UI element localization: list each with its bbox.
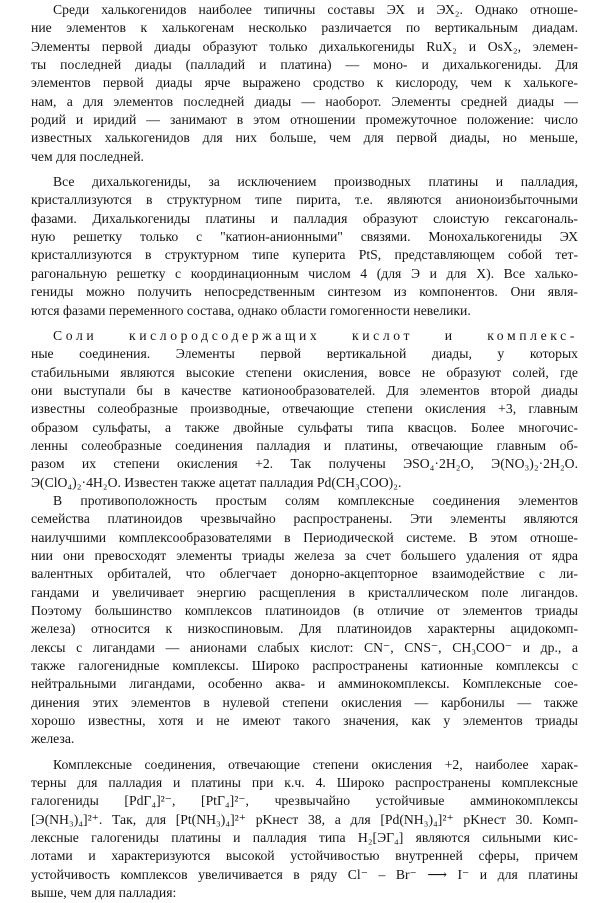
text-line: ные соединения. Элементы первой вертикальной диады, у которых <box>31 346 578 362</box>
text-line: гениды можно получить непосредственным синтезом из компонентов. Они явля- <box>31 284 578 300</box>
text-line: известны солеобразные производные, отвечающие степени окисления +3, главным <box>31 401 578 417</box>
paragraph-oxoacid-salts <box>31 327 578 492</box>
text-line: валентных орбиталей, что облегчает донорно-акцепторное взаимодействие с ли- <box>31 566 578 582</box>
text-line: ются фазами переменного состава, однако области гомогенности невелики. <box>31 302 471 318</box>
text-line: ную решетку только с "катион-анионными" связями. Монохалькогениды ЭХ <box>31 229 578 245</box>
text-line: хорошо известны, хотя и не имеют такого значения, как у элементов триады <box>31 713 578 729</box>
text-line: рагональную решетку с координационным числом 4 (для Э и для Х). Все халько- <box>31 265 578 281</box>
text-line: Комплексные соединения, отвечающие степени окисления +2, наиболее харак- <box>53 756 578 772</box>
text-line: Поэтому большинство комплексов платиноидов (в отличие от элементов триады <box>31 603 578 618</box>
text-line: лексы с лигандами — анионами слабых кислот: CN⁻, CNS⁻, CH₃COO⁻ и др., а <box>31 639 578 655</box>
text-line: также галогенидные комплексы. Широко распространены катионные комплексы с <box>31 658 578 674</box>
text-line: выше, чем для палладия: <box>31 885 177 901</box>
paragraph-chalcogenides-intro <box>31 1 578 166</box>
paragraph-complex-compounds <box>31 492 578 749</box>
text-line: железа) относится к низкоспиновым. Для платиноидов характерны ацидокомп- <box>31 621 578 637</box>
text-line: ние элементов к халькогенам несколько различается по вертикальным диадам. <box>31 20 578 36</box>
text-line: разом их степени окисления +2. Так получены ЭSO₄·2H₂O, Э(NO₃)₂·2H₂O. <box>31 456 578 472</box>
text-line: Все дихалькогениды, за исключением производных платины и палладия, <box>53 174 578 190</box>
text-line: Э(ClO₄)₂·4H₂O. Известен также ацетат палладия Pd(CH₃COO)₂. <box>31 474 402 490</box>
text-line: [Э(NH₃)₄]²⁺. Так, для [Pt(NH₃)₄]²⁺ pKнест 38, а для [Pd(NH₃)₄]²⁺ pKнест 30. Комп- <box>31 811 578 827</box>
text-line: ты последней диады (палладий и платина) — моно- и дихалькогениды. Для <box>31 57 578 73</box>
text-line: устойчивость комплексов увеличивается в ряду Cl⁻ – Br⁻ ⟶ I⁻ и для платины <box>31 866 578 882</box>
text-line: нам, а для элементов последней диады — наоборот. Элементы средней диады — <box>31 93 578 109</box>
paragraph-dichalcogenides-structure <box>31 173 578 320</box>
text-line: галогениды [PdГ₄]²⁻, [PtГ₄]²⁻, чрезвычайно устойчивые амминокомплексы <box>31 793 578 809</box>
text-line: динения этих элементов в нулевой степени окисления — карбонилы — также <box>31 694 578 710</box>
text-line: образом сульфаты, а также двойные сульфаты типа квасцов. Более многочис- <box>31 419 578 435</box>
text-line: гандами и увеличивает энергию расщепления в кристаллическом поле лигандов. <box>31 584 578 600</box>
text-line: В противоположность простым солям комплексные соединения элементов <box>53 492 578 508</box>
text-line: фазами. Дихалькогениды платины и палладия образуют слоистую гексагональ- <box>31 210 578 226</box>
text-line: Среди халькогенидов наиболее типичны составы ЭХ и ЭХ₂. Однако отноше- <box>53 2 578 17</box>
text-line: известных халькогенидов для них больше, чем для первой диады, но меньше, <box>31 130 578 146</box>
text-line: лексные галогениды платины и палладия типа H₂[ЭГ₄] являются сильными кис- <box>31 830 578 846</box>
text-line: ленны солеобразные соединения палладия и платины, отвечающие главным об- <box>31 437 578 453</box>
text-line: они выступали бы в качестве катионообразователей. Для элементов второй диады <box>31 382 578 398</box>
text-line: нии они превосходят элементы триады железа за счет большего удаления от ядра <box>31 547 578 563</box>
text-line: нейтральными лигандами, особенно аква- и амминокомплексы. Комплексные сое- <box>31 676 578 692</box>
text-line: наилучшими комплексообразователями в Периодической системе. В этом отноше- <box>31 529 578 545</box>
paragraph-oxidation-state-two <box>31 756 578 903</box>
text-line: Элементы первой диады образуют только дихалькогениды RuX₂ и OsX₂, элемен- <box>31 38 578 54</box>
text-line: родий и иридий — занимают в этом отношении промежуточное положение: число <box>31 112 578 128</box>
text-line: железа. <box>31 731 75 747</box>
section-heading-spaced: Соли кислородсодержащих кислот и комплекс- <box>53 327 578 343</box>
text-line: стабильными являются высокие степени окисления, вовсе не образуют солей, где <box>31 364 578 380</box>
text-line: семейства платиноидов чрезвычайно распространены. Эти элементы являются <box>31 511 578 527</box>
text-line: терны для палладия и платины при к.ч. 4. Широко распространены комплексные <box>31 775 578 791</box>
text-line: кристаллизуются в структурном типе куперита PtS, представляющем собой тет- <box>31 247 578 263</box>
text-line: лотами и характеризуются высокой устойчивостью внутренней сферы, причем <box>31 848 578 864</box>
text-line: кристаллизуются в структурном типе пирита, т.е. являются анионоизбыточными <box>31 192 578 208</box>
text-line: чем для последней. <box>31 148 144 164</box>
text-line: элементов первой диады ярче выражено сродство к кислороду, чем к халькоге- <box>31 75 578 91</box>
